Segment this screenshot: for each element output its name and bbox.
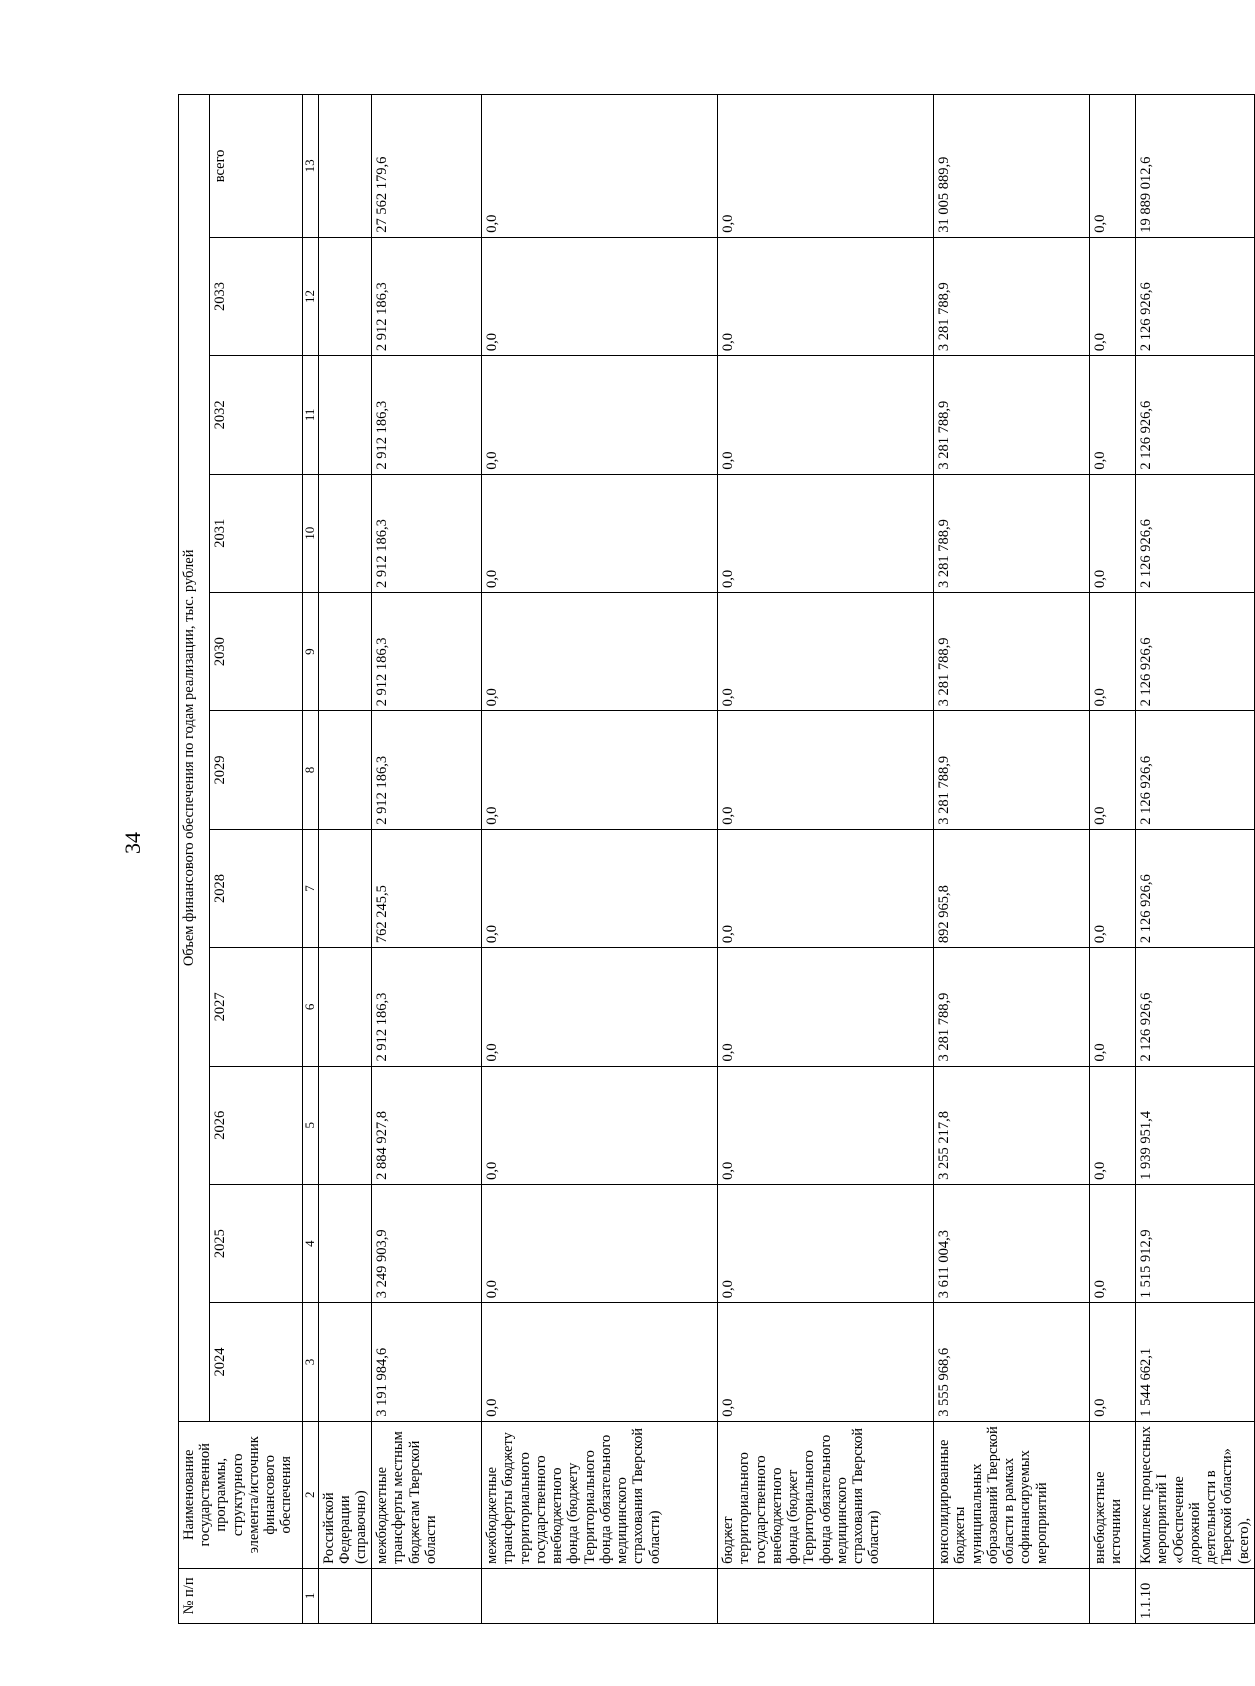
row-number xyxy=(1090,1568,1136,1623)
row-year-value: 3 281 788,9 xyxy=(934,592,1090,710)
row-year-value: 0,0 xyxy=(482,474,718,592)
table-row xyxy=(318,95,372,1624)
row-year-value: 2 912 186,3 xyxy=(372,474,482,592)
row-year-value: 2 912 186,3 xyxy=(372,948,482,1066)
row-year-value: 3 191 984,6 xyxy=(372,1303,482,1421)
row-name: межбюджетные трансферты местным бюджетам Тверской области xyxy=(372,1421,482,1568)
column-index-cell: 10 xyxy=(303,474,319,592)
row-year-value: 0,0 xyxy=(482,356,718,474)
row-year-value: 0,0 xyxy=(1090,1303,1136,1421)
row-year-value: 0,0 xyxy=(1090,592,1136,710)
row-year-value: 2 912 186,3 xyxy=(372,592,482,710)
column-index-cell: 2 xyxy=(303,1421,319,1568)
row-year-value: 3 611 004,3 xyxy=(934,1184,1090,1302)
header-year: 2031 xyxy=(210,474,303,592)
row-year-value: 3 281 788,9 xyxy=(934,237,1090,355)
row-year-value: 2 126 926,6 xyxy=(1136,829,1255,947)
row-year-value xyxy=(318,356,372,474)
column-index-cell: 5 xyxy=(303,1066,319,1184)
row-total-value: 31 005 889,9 xyxy=(934,95,1090,238)
row-year-value: 0,0 xyxy=(718,592,934,710)
row-year-value: 3 255 217,8 xyxy=(934,1066,1090,1184)
row-year-value: 2 912 186,3 xyxy=(372,237,482,355)
row-year-value: 2 126 926,6 xyxy=(1136,711,1255,829)
row-name: консолидированные бюджеты муниципальных образований Тверской области в рамках софинансируемых мероприятий xyxy=(934,1421,1090,1568)
column-index-cell: 1 xyxy=(303,1568,319,1623)
row-name: внебюджетные источники xyxy=(1090,1421,1136,1568)
row-year-value: 0,0 xyxy=(1090,1066,1136,1184)
row-number xyxy=(482,1568,718,1623)
header-year: 2025 xyxy=(210,1184,303,1302)
rotated-table-container xyxy=(178,94,1252,1624)
row-total-value xyxy=(318,95,372,238)
column-index-cell: 8 xyxy=(303,711,319,829)
row-year-value: 2 912 186,3 xyxy=(372,711,482,829)
table-row xyxy=(1090,95,1136,1624)
row-year-value xyxy=(318,948,372,1066)
row-total-value: 27 562 179,6 xyxy=(372,95,482,238)
row-year-value: 3 281 788,9 xyxy=(934,711,1090,829)
row-year-value: 0,0 xyxy=(482,1184,718,1302)
row-year-value: 2 912 186,3 xyxy=(372,356,482,474)
column-index-cell: 6 xyxy=(303,948,319,1066)
row-year-value xyxy=(318,474,372,592)
table-row xyxy=(718,95,934,1624)
row-year-value: 3 555 968,6 xyxy=(934,1303,1090,1421)
row-year-value: 3 281 788,9 xyxy=(934,356,1090,474)
row-total-value: 0,0 xyxy=(1090,95,1136,238)
row-year-value xyxy=(318,1184,372,1302)
row-total-value: 0,0 xyxy=(718,95,934,238)
row-number xyxy=(934,1568,1090,1623)
row-year-value: 2 126 926,6 xyxy=(1136,592,1255,710)
row-year-value: 0,0 xyxy=(482,711,718,829)
column-index-cell: 4 xyxy=(303,1184,319,1302)
row-year-value: 762 245,5 xyxy=(372,829,482,947)
row-year-value: 3 281 788,9 xyxy=(934,474,1090,592)
row-name: Российской Федерации (справочно) xyxy=(318,1421,372,1568)
row-total-value: 19 889 012,6 xyxy=(1136,95,1255,238)
financing-table xyxy=(178,94,1255,1624)
row-year-value xyxy=(318,1303,372,1421)
row-year-value: 2 126 926,6 xyxy=(1136,237,1255,355)
row-year-value: 0,0 xyxy=(482,1303,718,1421)
row-name: бюджет территориального государственного внебюджетного фонда (бюджет Территориального фонда обязательного медицинского страхования Тверской области) xyxy=(718,1421,934,1568)
column-index-cell: 11 xyxy=(303,356,319,474)
row-year-value: 892 965,8 xyxy=(934,829,1090,947)
header-name: Наименование государственной программы, структурного элемента/источник финансового обеспечения xyxy=(179,1421,303,1568)
header-year: 2029 xyxy=(210,711,303,829)
row-year-value: 0,0 xyxy=(1090,948,1136,1066)
row-year-value: 0,0 xyxy=(718,948,934,1066)
table-row xyxy=(372,95,482,1624)
header-year: 2027 xyxy=(210,948,303,1066)
row-year-value: 0,0 xyxy=(718,1184,934,1302)
page-number: 34 xyxy=(120,832,145,854)
row-number xyxy=(372,1568,482,1623)
table-row xyxy=(482,95,718,1624)
row-year-value: 0,0 xyxy=(1090,237,1136,355)
row-year-value: 1 544 662,1 xyxy=(1136,1303,1255,1421)
column-index-row xyxy=(303,95,319,1624)
table-row xyxy=(934,95,1090,1624)
header-year: 2033 xyxy=(210,237,303,355)
header-year: 2030 xyxy=(210,592,303,710)
row-number: 1.1.10 xyxy=(1136,1568,1255,1623)
row-year-value: 0,0 xyxy=(482,948,718,1066)
header-no: № п/п xyxy=(179,1568,303,1623)
table-row xyxy=(1136,95,1255,1624)
row-year-value: 0,0 xyxy=(482,1066,718,1184)
row-year-value: 1 515 912,9 xyxy=(1136,1184,1255,1302)
header-year: 2024 xyxy=(210,1303,303,1421)
row-year-value: 0,0 xyxy=(1090,356,1136,474)
row-year-value xyxy=(318,592,372,710)
row-year-value: 2 126 926,6 xyxy=(1136,948,1255,1066)
row-year-value: 0,0 xyxy=(718,1066,934,1184)
row-year-value: 0,0 xyxy=(718,1303,934,1421)
row-year-value xyxy=(318,829,372,947)
row-number xyxy=(718,1568,934,1623)
row-name: Комплекс процессных мероприятий I «Обеспечение дорожной деятельности в Тверской области» (всего), xyxy=(1136,1421,1255,1568)
row-year-value: 0,0 xyxy=(1090,829,1136,947)
column-index-cell: 12 xyxy=(303,237,319,355)
row-number xyxy=(318,1568,372,1623)
header-volume: Объем финансового обеспечения по годам реализации, тыс. рублей xyxy=(179,95,210,1422)
row-year-value: 0,0 xyxy=(718,711,934,829)
header-year: 2026 xyxy=(210,1066,303,1184)
row-year-value: 0,0 xyxy=(482,237,718,355)
table-body xyxy=(303,95,1255,1624)
row-year-value: 2 126 926,6 xyxy=(1136,356,1255,474)
row-year-value xyxy=(318,237,372,355)
header-year: 2032 xyxy=(210,356,303,474)
row-year-value: 0,0 xyxy=(1090,474,1136,592)
row-year-value: 0,0 xyxy=(482,829,718,947)
row-year-value xyxy=(318,1066,372,1184)
column-index-cell: 3 xyxy=(303,1303,319,1421)
row-year-value: 2 884 927,8 xyxy=(372,1066,482,1184)
row-year-value: 2 126 926,6 xyxy=(1136,474,1255,592)
row-year-value: 3 249 903,9 xyxy=(372,1184,482,1302)
row-year-value: 0,0 xyxy=(718,356,934,474)
row-year-value: 1 939 951,4 xyxy=(1136,1066,1255,1184)
header-year: 2028 xyxy=(210,829,303,947)
column-index-cell: 7 xyxy=(303,829,319,947)
row-year-value: 3 281 788,9 xyxy=(934,948,1090,1066)
column-index-cell: 13 xyxy=(303,95,319,238)
header-total: всего xyxy=(210,95,303,238)
row-year-value: 0,0 xyxy=(718,474,934,592)
row-year-value: 0,0 xyxy=(1090,1184,1136,1302)
row-year-value: 0,0 xyxy=(718,829,934,947)
row-year-value: 0,0 xyxy=(718,237,934,355)
row-year-value xyxy=(318,711,372,829)
column-index-cell: 9 xyxy=(303,592,319,710)
row-total-value: 0,0 xyxy=(482,95,718,238)
row-year-value: 0,0 xyxy=(1090,711,1136,829)
row-year-value: 0,0 xyxy=(482,592,718,710)
row-name: межбюджетные трансферты бюджету территориального государственного внебюджетного фонда (бюджету Территориального фонда обязательного медицинского страхования Тверской области) xyxy=(482,1421,718,1568)
